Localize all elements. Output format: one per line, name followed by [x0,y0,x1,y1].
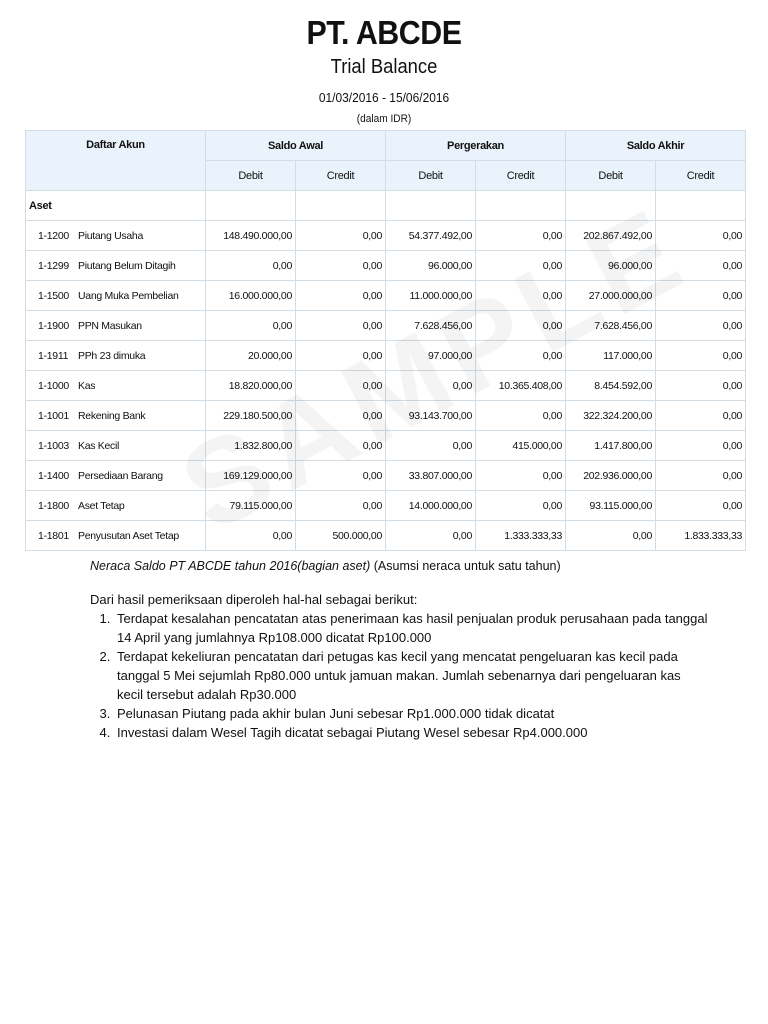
account-cell [26,521,206,551]
saldo-awal-credit-cell: 0,00 [296,281,386,311]
caption-italic: Neraca Saldo PT ABCDE tahun 2016(bagian aset) [90,559,371,573]
saldo-awal-credit-cell: 0,00 [296,431,386,461]
account-name: Piutang Usaha [78,229,143,242]
header-account: Daftar Akun [26,131,206,191]
account-code: 1-1400 [38,469,69,482]
saldo-akhir-debit-cell: 96.000,00 [566,251,656,281]
saldo-akhir-credit-cell: 0,00 [656,251,746,281]
account-name: Kas [78,379,96,392]
header-credit: Credit [296,161,386,191]
saldo-awal-debit-cell: 20.000,00 [206,341,296,371]
account-cell [26,491,206,521]
account-cell [26,401,206,431]
saldo-awal-debit-cell: 0,00 [206,251,296,281]
header-saldo-akhir: Saldo Akhir [566,131,746,161]
table-caption [90,559,561,573]
saldo-awal-credit-cell: 0,00 [296,251,386,281]
header-debit: Debit [206,161,296,191]
account-cell [26,281,206,311]
saldo-akhir-debit-cell: 202.936.000,00 [566,461,656,491]
saldo-awal-credit-cell: 0,00 [296,371,386,401]
account-cell [26,251,206,281]
pergerakan-credit-cell: 0,00 [476,311,566,341]
saldo-awal-debit-cell: 18.820.000,00 [206,371,296,401]
saldo-awal-debit-cell: 16.000.000,00 [206,281,296,311]
pergerakan-debit-cell: 97.000,00 [386,341,476,371]
account-name: PPN Masukan [78,319,142,332]
saldo-akhir-debit-cell: 202.867.492,00 [566,221,656,251]
pergerakan-debit-cell: 0,00 [386,371,476,401]
table-row [26,371,746,401]
pergerakan-debit-cell: 14.000.000,00 [386,491,476,521]
pergerakan-debit-cell: 7.628.456,00 [386,311,476,341]
saldo-akhir-credit-cell: 0,00 [656,401,746,431]
saldo-awal-credit-cell: 500.000,00 [296,521,386,551]
saldo-awal-credit-cell: 0,00 [296,491,386,521]
account-code: 1-1200 [38,229,69,242]
pergerakan-credit-cell: 415.000,00 [476,431,566,461]
account-cell [26,341,206,371]
account-code: 1-1800 [38,499,69,512]
saldo-akhir-debit-cell: 7.628.456,00 [566,311,656,341]
pergerakan-debit-cell: 54.377.492,00 [386,221,476,251]
header-debit: Debit [566,161,656,191]
table-row [26,281,746,311]
finding-item: 2. Terdapat kekeliuran pencatatan dari petugas kas kecil yang mencatat pengeluaran kas kecil pada tanggal 5 Mei sejumlah Rp80.000 untuk jamuan makan. Jumlah sebenarnya dari pengeluaran kas kecil tersebut adalah Rp30.000 [114,647,710,704]
account-cell [26,461,206,491]
account-name: Persediaan Barang [78,469,163,482]
pergerakan-debit-cell: 0,00 [386,431,476,461]
saldo-akhir-credit-cell: 0,00 [656,371,746,401]
table-row [26,521,746,551]
account-name: Penyusutan Aset Tetap [78,529,179,542]
pergerakan-credit-cell: 0,00 [476,251,566,281]
pergerakan-credit-cell: 0,00 [476,341,566,371]
pergerakan-debit-cell: 96.000,00 [386,251,476,281]
saldo-awal-debit-cell: 79.115.000,00 [206,491,296,521]
table-row [26,461,746,491]
saldo-akhir-debit-cell: 93.115.000,00 [566,491,656,521]
saldo-awal-debit-cell: 229.180.500,00 [206,401,296,431]
header-credit: Credit [476,161,566,191]
saldo-akhir-credit-cell: 1.833.333,33 [656,521,746,551]
saldo-awal-credit-cell: 0,00 [296,401,386,431]
table-row [26,251,746,281]
account-name: Aset Tetap [78,499,125,512]
finding-item: 3. Pelunasan Piutang pada akhir bulan Juni sebesar Rp1.000.000 tidak dicatat [114,704,710,723]
pergerakan-credit-cell: 10.365.408,00 [476,371,566,401]
saldo-awal-credit-cell: 0,00 [296,311,386,341]
saldo-akhir-debit-cell: 0,00 [566,521,656,551]
pergerakan-debit-cell: 11.000.000,00 [386,281,476,311]
pergerakan-debit-cell: 93.143.700,00 [386,401,476,431]
account-code: 1-1500 [38,289,69,302]
pergerakan-debit-cell: 33.807.000,00 [386,461,476,491]
account-code: 1-1001 [38,409,69,422]
account-name: PPh 23 dimuka [78,349,146,362]
saldo-awal-debit-cell: 0,00 [206,311,296,341]
saldo-akhir-debit-cell: 117.000,00 [566,341,656,371]
account-code: 1-1801 [38,529,69,542]
header-pergerakan: Pergerakan [386,131,566,161]
caption-note: (Asumsi neraca untuk satu tahun) [370,559,561,573]
pergerakan-credit-cell: 0,00 [476,281,566,311]
table-row [26,341,746,371]
saldo-akhir-debit-cell: 322.324.200,00 [566,401,656,431]
saldo-awal-credit-cell: 0,00 [296,341,386,371]
saldo-akhir-credit-cell: 0,00 [656,221,746,251]
account-cell [26,431,206,461]
saldo-akhir-credit-cell: 0,00 [656,461,746,491]
saldo-akhir-debit-cell: 1.417.800,00 [566,431,656,461]
section-row [26,191,746,221]
saldo-awal-debit-cell: 1.832.800,00 [206,431,296,461]
finding-item: 4. Investasi dalam Wesel Tagih dicatat sebagai Piutang Wesel sebesar Rp4.000.000 [114,723,710,742]
account-name: Piutang Belum Ditagih [78,259,176,272]
saldo-akhir-credit-cell: 0,00 [656,341,746,371]
account-code: 1-1911 [38,349,69,362]
account-cell [26,311,206,341]
pergerakan-credit-cell: 1.333.333,33 [476,521,566,551]
header-debit: Debit [386,161,476,191]
account-code: 1-1299 [38,259,69,272]
account-name: Uang Muka Pembelian [78,289,179,302]
pergerakan-credit-cell: 0,00 [476,401,566,431]
table-row [26,431,746,461]
saldo-akhir-debit-cell: 27.000.000,00 [566,281,656,311]
header-saldo-awal: Saldo Awal [206,131,386,161]
account-code: 1-1000 [38,379,69,392]
account-name: Rekening Bank [78,409,146,422]
findings-section [90,590,710,742]
table-row [26,221,746,251]
pergerakan-credit-cell: 0,00 [476,461,566,491]
table-row [26,491,746,521]
account-cell [26,371,206,401]
saldo-awal-debit-cell: 148.490.000,00 [206,221,296,251]
finding-item: 1. Terdapat kesalahan pencatatan atas penerimaan kas hasil penjualan produk perusahaan pada tanggal 14 April yang jumlahnya Rp108.000 dicatat Rp100.000 [114,609,710,647]
pergerakan-credit-cell: 0,00 [476,491,566,521]
saldo-awal-credit-cell: 0,00 [296,461,386,491]
account-name: Kas Kecil [78,439,120,452]
saldo-akhir-credit-cell: 0,00 [656,311,746,341]
account-code: 1-1003 [38,439,69,452]
findings-list [90,609,710,742]
saldo-akhir-credit-cell: 0,00 [656,491,746,521]
pergerakan-debit-cell: 0,00 [386,521,476,551]
header-credit: Credit [656,161,746,191]
currency-note: (dalam IDR) [356,113,412,125]
account-code: 1-1900 [38,319,69,332]
table-row [26,311,746,341]
saldo-awal-debit-cell: 169.129.000,00 [206,461,296,491]
report-title: Trial Balance [330,56,438,78]
saldo-akhir-credit-cell: 0,00 [656,431,746,461]
saldo-awal-credit-cell: 0,00 [296,221,386,251]
saldo-akhir-debit-cell: 8.454.592,00 [566,371,656,401]
account-cell [26,221,206,251]
table-row [26,401,746,431]
saldo-akhir-credit-cell: 0,00 [656,281,746,311]
pergerakan-credit-cell: 0,00 [476,221,566,251]
trial-balance-table [25,130,746,551]
company-name: PT. ABCDE [306,14,462,51]
findings-intro: Dari hasil pemeriksaan diperoleh hal-hal sebagai berikut: [90,592,418,607]
section-label: Aset [26,191,206,221]
report-period: 01/03/2016 - 15/06/2016 [318,90,450,105]
saldo-awal-debit-cell: 0,00 [206,521,296,551]
